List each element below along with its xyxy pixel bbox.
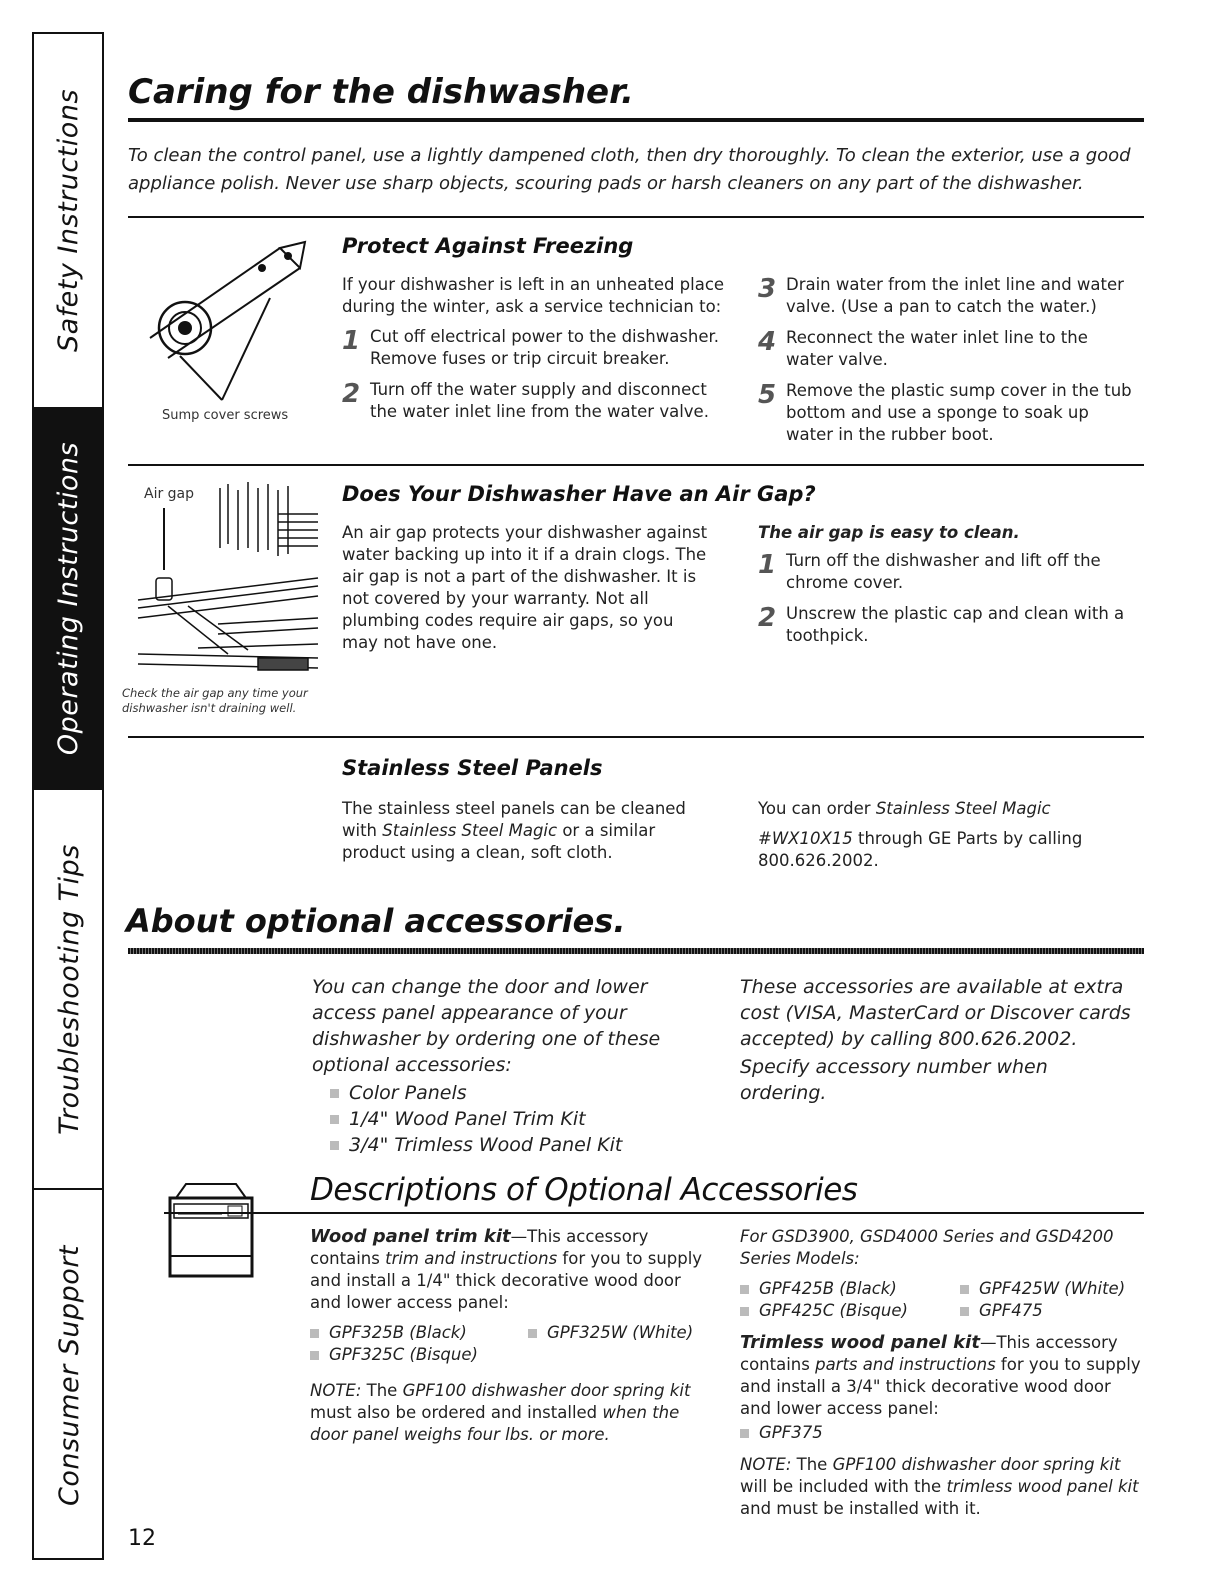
descriptions-rule <box>164 1212 1144 1214</box>
text-span: must also be ordered and installed <box>310 1403 603 1422</box>
part-label: GPF475 <box>979 1301 1043 1320</box>
text-span: The <box>796 1455 833 1474</box>
bullet-icon <box>310 1351 319 1360</box>
freezing-left-column <box>342 274 734 432</box>
accessory-item <box>330 1106 702 1132</box>
step-text: Reconnect the water inlet line to the water valve. <box>786 328 1088 369</box>
freezing-step <box>342 326 734 370</box>
text-span: —This accessory contains <box>740 1333 1118 1374</box>
accessories-title: About optional accessories. <box>126 902 626 940</box>
tab-label: Safety Instructions <box>53 88 85 353</box>
part-label: GPF325B (Black) <box>329 1323 467 1342</box>
bullet-icon <box>740 1285 749 1294</box>
accessories-rule <box>128 948 1144 954</box>
step-text: Remove the plastic sump cover in the tub bottom and use a sponge to soak up water in the rubber boot. <box>786 381 1132 444</box>
text-span: for you to supply and install a 3/4" thick decorative wood door and lower access panel: <box>740 1355 1141 1418</box>
text-span: will be included with the <box>740 1477 947 1496</box>
stainless-heading: Stainless Steel Panels <box>342 756 603 780</box>
accessories-right-column <box>740 974 1140 1106</box>
text-span: and must be installed with it. <box>740 1499 981 1518</box>
airgap-label: Air gap <box>144 486 195 502</box>
bullet-icon <box>330 1089 339 1098</box>
wood-parts-row <box>310 1322 706 1344</box>
title-rule <box>128 118 1144 122</box>
dishwasher-icon <box>164 1180 260 1280</box>
sump-caption: Sump cover screws <box>162 408 289 423</box>
airgap-right-column <box>758 522 1138 656</box>
wood-kit-title: Wood panel trim kit <box>310 1226 511 1247</box>
bullet-icon <box>960 1307 969 1316</box>
bullet-icon <box>330 1141 339 1150</box>
step-number: 2 <box>342 379 361 409</box>
step-text: Unscrew the plastic cap and clean with a toothpick. <box>786 604 1125 645</box>
section-rule <box>128 216 1144 218</box>
accessories-left-column <box>312 974 702 1158</box>
note-lead: NOTE: <box>740 1455 797 1474</box>
bullet-icon <box>740 1429 749 1438</box>
text-span: parts and instructions <box>815 1355 996 1374</box>
step-number: 2 <box>758 603 777 633</box>
tab-border <box>102 32 104 407</box>
step-text: Cut off electrical power to the dishwasher. Remove fuses or trip circuit breaker. <box>370 327 720 368</box>
airgap-step <box>758 603 1138 647</box>
tab-border <box>32 1558 104 1560</box>
airgap-heading: Does Your Dishwasher Have an Air Gap? <box>342 482 816 506</box>
tab-border <box>102 755 104 1560</box>
trimless-kit-column <box>740 1226 1142 1520</box>
part-item <box>740 1300 960 1322</box>
text-span: trim and instructions <box>385 1249 558 1268</box>
text-span: GPF100 dishwasher door spring kit <box>402 1381 691 1400</box>
trimless-kit-note <box>740 1454 1142 1520</box>
step-number: 1 <box>342 326 361 356</box>
product-name: Stainless Steel Magic <box>382 821 558 840</box>
step-number: 4 <box>758 327 777 357</box>
step-number: 1 <box>758 550 777 580</box>
bullet-icon <box>960 1285 969 1294</box>
tab-safety-instructions[interactable] <box>34 34 104 409</box>
section-rule <box>128 464 1144 466</box>
accessory-label: Color Panels <box>349 1082 467 1104</box>
freezing-step <box>342 379 734 423</box>
freezing-intro: If your dishwasher is left in an unheated place during the winter, ask a service technician to: <box>342 275 725 316</box>
accessory-item <box>330 1132 702 1158</box>
wood-kit-note <box>310 1380 706 1446</box>
airgap-easy-heading: The air gap is easy to clean. <box>758 523 1020 542</box>
freezing-step <box>758 274 1138 318</box>
tab-label: Operating Instructions <box>53 441 85 756</box>
airgap-step <box>758 550 1138 594</box>
part-number: #WX10X15 <box>758 829 853 848</box>
part-item <box>740 1422 1142 1444</box>
part-item <box>310 1322 528 1344</box>
text-span: for you to supply and install a 1/4" thick decorative wood door and lower access panel: <box>310 1249 703 1312</box>
part-item <box>740 1278 960 1300</box>
section-rule <box>128 736 1144 738</box>
caring-intro: To clean the control panel, use a lightly dampened cloth, then dry thoroughly. To clean the exterior, use a good appliance polish. Never use sharp objects, scouring pads or harsh cleaners on any part of the dishwasher. <box>128 145 1131 194</box>
bullet-icon <box>310 1329 319 1338</box>
airgap-body: An air gap protects your dishwasher against water backing up into it if a drain clogs. The air gap is not a part of the dishwasher. It is not covered by your warranty. Not all plumbing codes require air gaps, so you may not have one. <box>342 523 708 652</box>
part-label: GPF425W (White) <box>979 1279 1126 1298</box>
freezing-right-column <box>758 274 1138 455</box>
text-span: The stainless steel panels can be cleaned with <box>342 799 686 840</box>
sump-cover-illustration <box>140 228 320 408</box>
step-text: Turn off the water supply and disconnect the water inlet line from the water valve. <box>370 380 709 421</box>
text-span: when the door panel weighs four lbs. or more. <box>310 1403 680 1444</box>
part-label: GPF325C (Bisque) <box>329 1345 478 1364</box>
text-span: trimless wood panel kit <box>946 1477 1139 1496</box>
tab-label: Troubleshooting Tips <box>53 843 85 1135</box>
text-span: The <box>366 1381 403 1400</box>
part-label: GPF375 <box>759 1423 823 1442</box>
trimless-kit-title: Trimless wood panel kit <box>740 1332 980 1353</box>
model-parts-row <box>740 1300 1142 1322</box>
part-item <box>528 1322 693 1344</box>
model-parts-row <box>740 1278 1142 1300</box>
wood-kit-column <box>310 1226 706 1446</box>
part-item <box>310 1344 706 1366</box>
airgap-caption: Check the air gap any time your dishwasher isn't draining well. <box>122 686 308 715</box>
accessories-availability: These accessories are available at extra cost (VISA, MasterCard or Discover cards accepted) by calling 800.626.2002. <box>740 976 1131 1050</box>
tab-operating-instructions[interactable] <box>34 409 104 790</box>
stainless-right-text <box>758 798 1118 872</box>
tab-label: Consumer Support <box>53 1244 85 1506</box>
models-text: For GSD3900, GSD4000 Series and GSD4200 Series Models: <box>740 1227 1114 1268</box>
airgap-illustration <box>128 478 328 682</box>
text-span: through GE Parts by calling 800.626.2002. <box>758 829 1083 870</box>
freezing-step <box>758 327 1138 371</box>
side-tab-bar <box>32 32 104 1560</box>
part-label: GPF325W (White) <box>547 1323 694 1342</box>
step-number: 3 <box>758 274 777 304</box>
descriptions-heading: Descriptions of Optional Accessories <box>310 1172 858 1208</box>
accessories-specify: Specify accessory number when ordering. <box>740 1056 1048 1104</box>
step-text: Drain water from the inlet line and water valve. (Use a pan to catch the water.) <box>786 275 1124 316</box>
part-label: GPF425B (Black) <box>759 1279 897 1298</box>
bullet-icon <box>528 1329 537 1338</box>
bullet-icon <box>740 1307 749 1316</box>
step-text: Turn off the dishwasher and lift off the chrome cover. <box>786 551 1101 592</box>
accessories-intro: You can change the door and lower access panel appearance of your dishwasher by ordering one of these optional accessories: <box>312 976 661 1076</box>
text-span: or a similar product using a clean, soft cloth. <box>342 821 656 862</box>
note-lead: NOTE: <box>310 1381 367 1400</box>
accessory-label: 1/4" Wood Panel Trim Kit <box>349 1108 586 1130</box>
accessory-item <box>330 1080 702 1106</box>
page-number: 12 <box>128 1526 156 1551</box>
product-name: Stainless Steel Magic <box>875 799 1051 818</box>
page-title: Caring for the dishwasher. <box>128 72 634 112</box>
accessory-label: 3/4" Trimless Wood Panel Kit <box>349 1134 623 1156</box>
tab-consumer-support[interactable] <box>34 1190 104 1560</box>
step-number: 5 <box>758 380 777 410</box>
part-label: GPF425C (Bisque) <box>759 1301 908 1320</box>
tab-troubleshooting-tips[interactable] <box>34 790 104 1190</box>
freezing-heading: Protect Against Freezing <box>342 234 634 258</box>
freezing-step <box>758 380 1138 446</box>
text-span: You can order <box>758 799 876 818</box>
stainless-left-text <box>342 798 702 864</box>
part-item <box>960 1278 1125 1300</box>
bullet-icon <box>330 1115 339 1124</box>
text-span: GPF100 dishwasher door spring kit <box>832 1455 1121 1474</box>
part-item <box>960 1300 1043 1322</box>
text-span: —This accessory contains <box>310 1227 649 1268</box>
